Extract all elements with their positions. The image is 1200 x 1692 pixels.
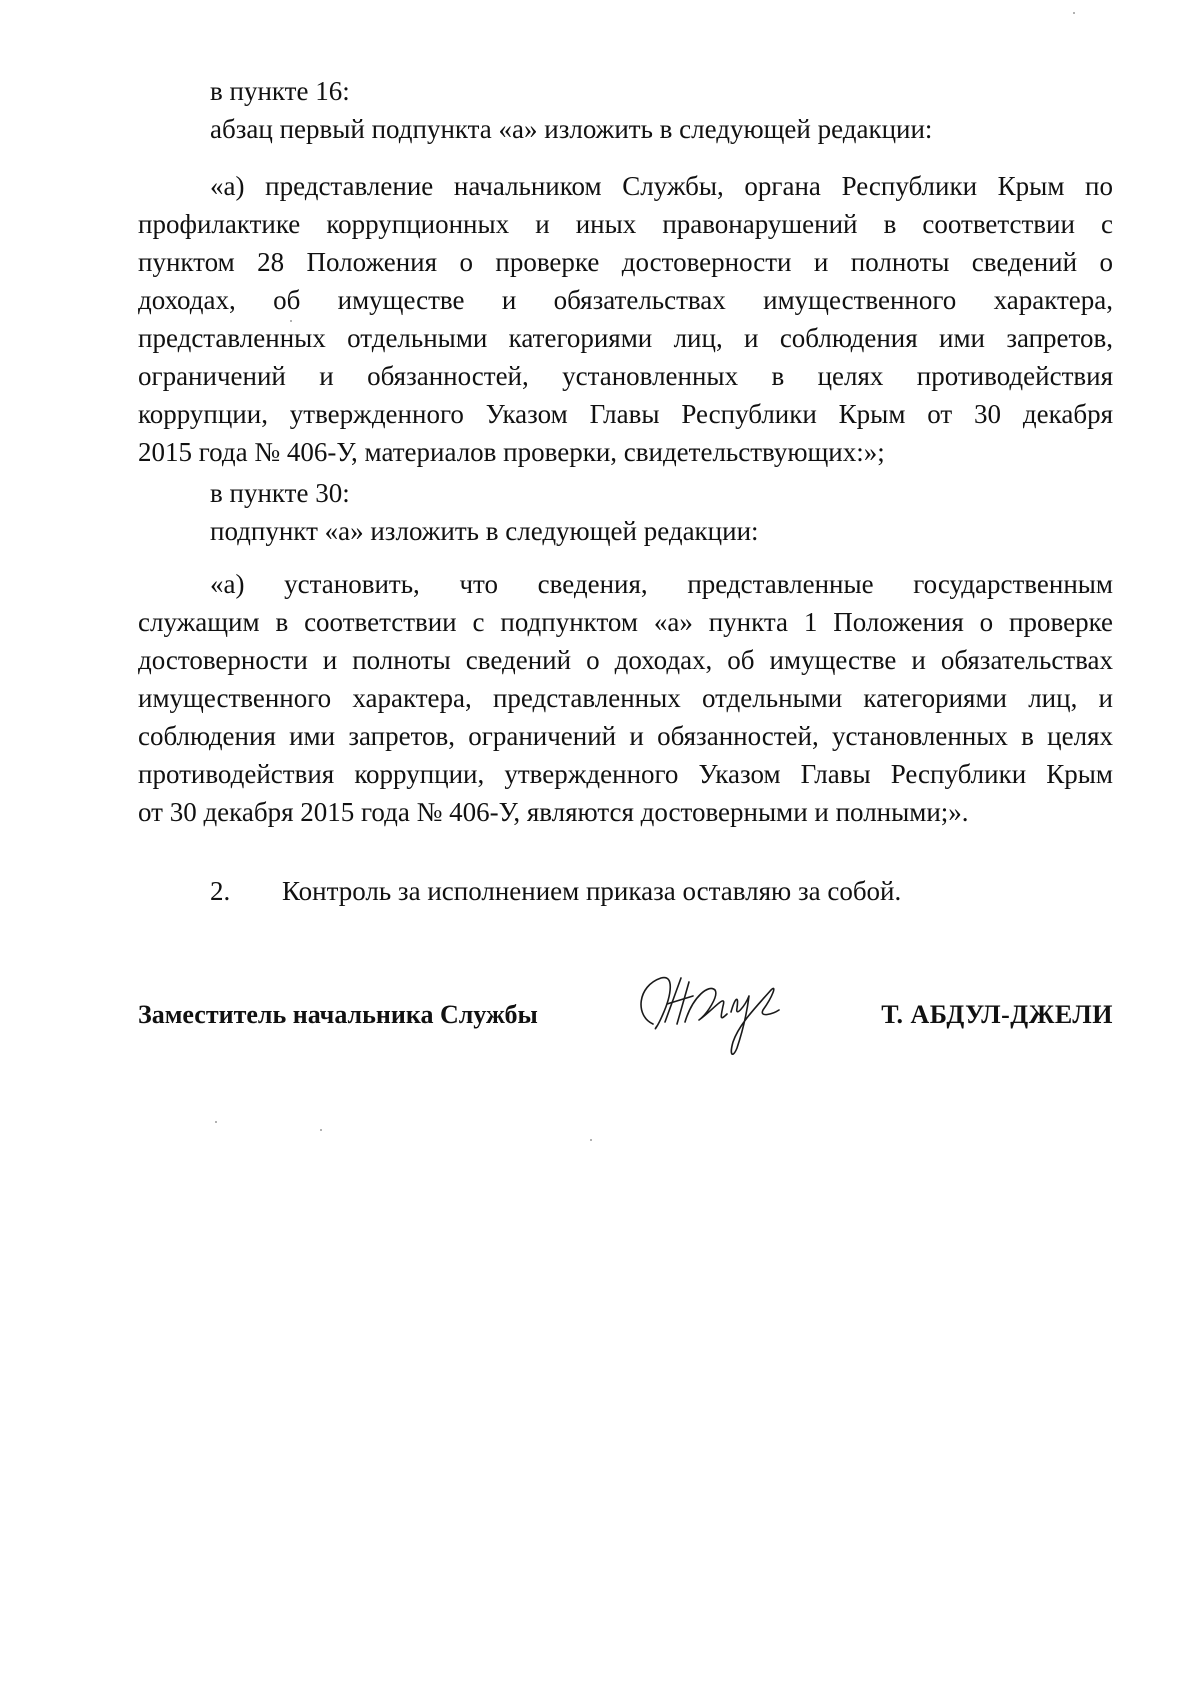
- item-text: Контроль за исполнением приказа оставляю за собой.: [282, 876, 902, 906]
- signature-block: [138, 1000, 1113, 1090]
- handwritten-signature: [623, 966, 803, 1066]
- paragraph-line: от 30 декабря 2015 года № 406-У, являются достоверными и полными;».: [138, 797, 969, 827]
- section16-paragraph: [138, 167, 1113, 471]
- item-number: 2.: [210, 876, 231, 906]
- paragraph-line: ограничений и обязанностей, установленных в целях противодействия: [138, 361, 1113, 391]
- paragraph-line: пунктом 28 Положения о проверке достоверности и полноты сведений о: [138, 247, 1113, 277]
- paragraph-line: представленных отдельными категориями лиц, и соблюдения ими запретов,: [138, 323, 1113, 353]
- section30-heading: в пункте 30:: [210, 478, 350, 508]
- scan-speck: [290, 320, 292, 322]
- scan-speck: [320, 1129, 322, 1131]
- paragraph-line: соблюдения ими запретов, ограничений и обязанностей, установленных в целях: [138, 721, 1113, 751]
- paragraph-line: служащим в соответствии с подпунктом «а» пункта 1 Положения о проверке: [138, 607, 1113, 637]
- paragraph-line: профилактике коррупционных и иных правонарушений в соответствии с: [138, 209, 1113, 239]
- paragraph-line: достоверности и полноты сведений о доходах, об имуществе и обязательствах: [138, 645, 1113, 675]
- section30-instruction: подпункт «а» изложить в следующей редакции:: [210, 516, 759, 546]
- paragraph-line: 2015 года № 406-У, материалов проверки, свидетельствующих:»;: [138, 437, 885, 467]
- section30-paragraph: [138, 565, 1113, 831]
- signer-position: Заместитель начальника Службы: [138, 1000, 538, 1029]
- item-2: [210, 876, 901, 907]
- paragraph-line: «а) представление начальником Службы, органа Республики Крым по: [210, 171, 1113, 201]
- section16-heading: в пункте 16:: [210, 76, 350, 106]
- paragraph-line: противодействия коррупции, утвержденного Указом Главы Республики Крым: [138, 759, 1113, 789]
- paragraph-line: коррупции, утвержденного Указом Главы Республики Крым от 30 декабря: [138, 399, 1113, 429]
- paragraph-line: доходах, об имуществе и обязательствах имущественного характера,: [138, 285, 1113, 315]
- section16-instruction: абзац первый подпункта «а» изложить в следующей редакции:: [210, 114, 933, 144]
- scan-speck: [1073, 12, 1075, 14]
- scan-speck: [590, 1139, 592, 1141]
- paragraph-line: имущественного характера, представленных отдельными категориями лиц, и: [138, 683, 1113, 713]
- signer-name: Т. АБДУЛ-ДЖЕЛИ: [881, 1000, 1113, 1029]
- scan-speck: [215, 1121, 217, 1123]
- paragraph-line: «а) установить, что сведения, представленные государственным: [210, 569, 1113, 599]
